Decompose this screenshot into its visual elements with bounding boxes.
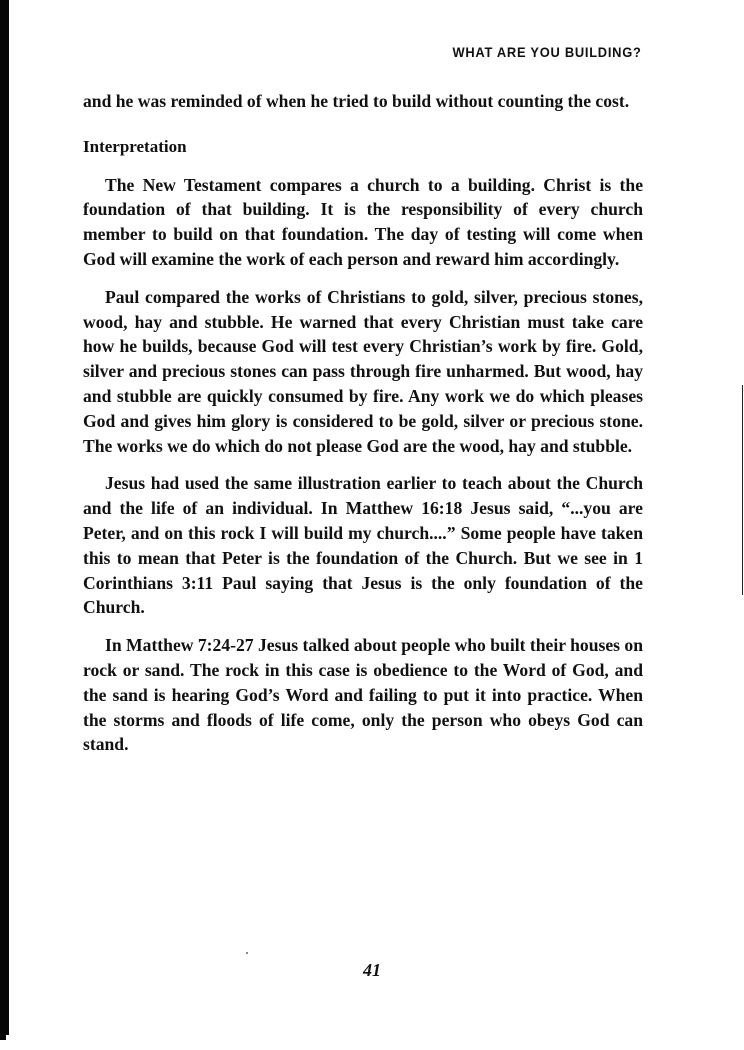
page-body: [83, 89, 643, 757]
scan-binding-edge-foot: [0, 1010, 6, 1040]
section-heading: Interpretation: [83, 136, 187, 156]
page-number: 41: [363, 960, 381, 980]
body-paragraph: The New Testament compares a church to a building. Christ is the foundation of that building. It is the responsibility of every church member to build on that foundation. The day of testing will come when God will examine the work of each person and reward him accordingly.: [83, 174, 643, 269]
body-paragraph: Paul compared the works of Christians to gold, silver, precious stones, wood, hay and stubble. He warned that every Christian must take care how he builds, because God will test every Christian’s work by fire. Gold, silver and precious stones can pass through fire unharmed. But wood, hay and stubble are quickly consumed by fire. Any work we do which pleases God and gives him glory is considered to be gold, silver or precious stone. The works we do which do not please God are the wood, hay and stubble.: [83, 286, 643, 456]
running-header: WHAT ARE YOU BUILDING?: [452, 44, 642, 60]
continuation-paragraph: and he was reminded of when he tried to build without counting the cost.: [83, 91, 630, 111]
scan-page-edge: [742, 385, 743, 595]
scan-binding-edge: [0, 0, 9, 1035]
body-paragraph: In Matthew 7:24-27 Jesus talked about people who built their houses on rock or sand. The rock in this case is obedience to the Word of God, and the sand is hearing God’s Word and failing to put it into practice. When the storms and floods of life come, only the person who obeys God can stand.: [83, 635, 643, 755]
body-paragraph: Jesus had used the same illustration earlier to teach about the Church and the life of an individual. In Matthew 16:18 Jesus said, “...you are Peter, and on this rock I will build my church....” Some people have taken this to mean that Peter is the foundation of the Church. But we see in 1 Corinthians 3:11 Paul saying that Jesus is the only foundation of the Church.: [83, 473, 643, 618]
scan-speck: [246, 952, 248, 954]
